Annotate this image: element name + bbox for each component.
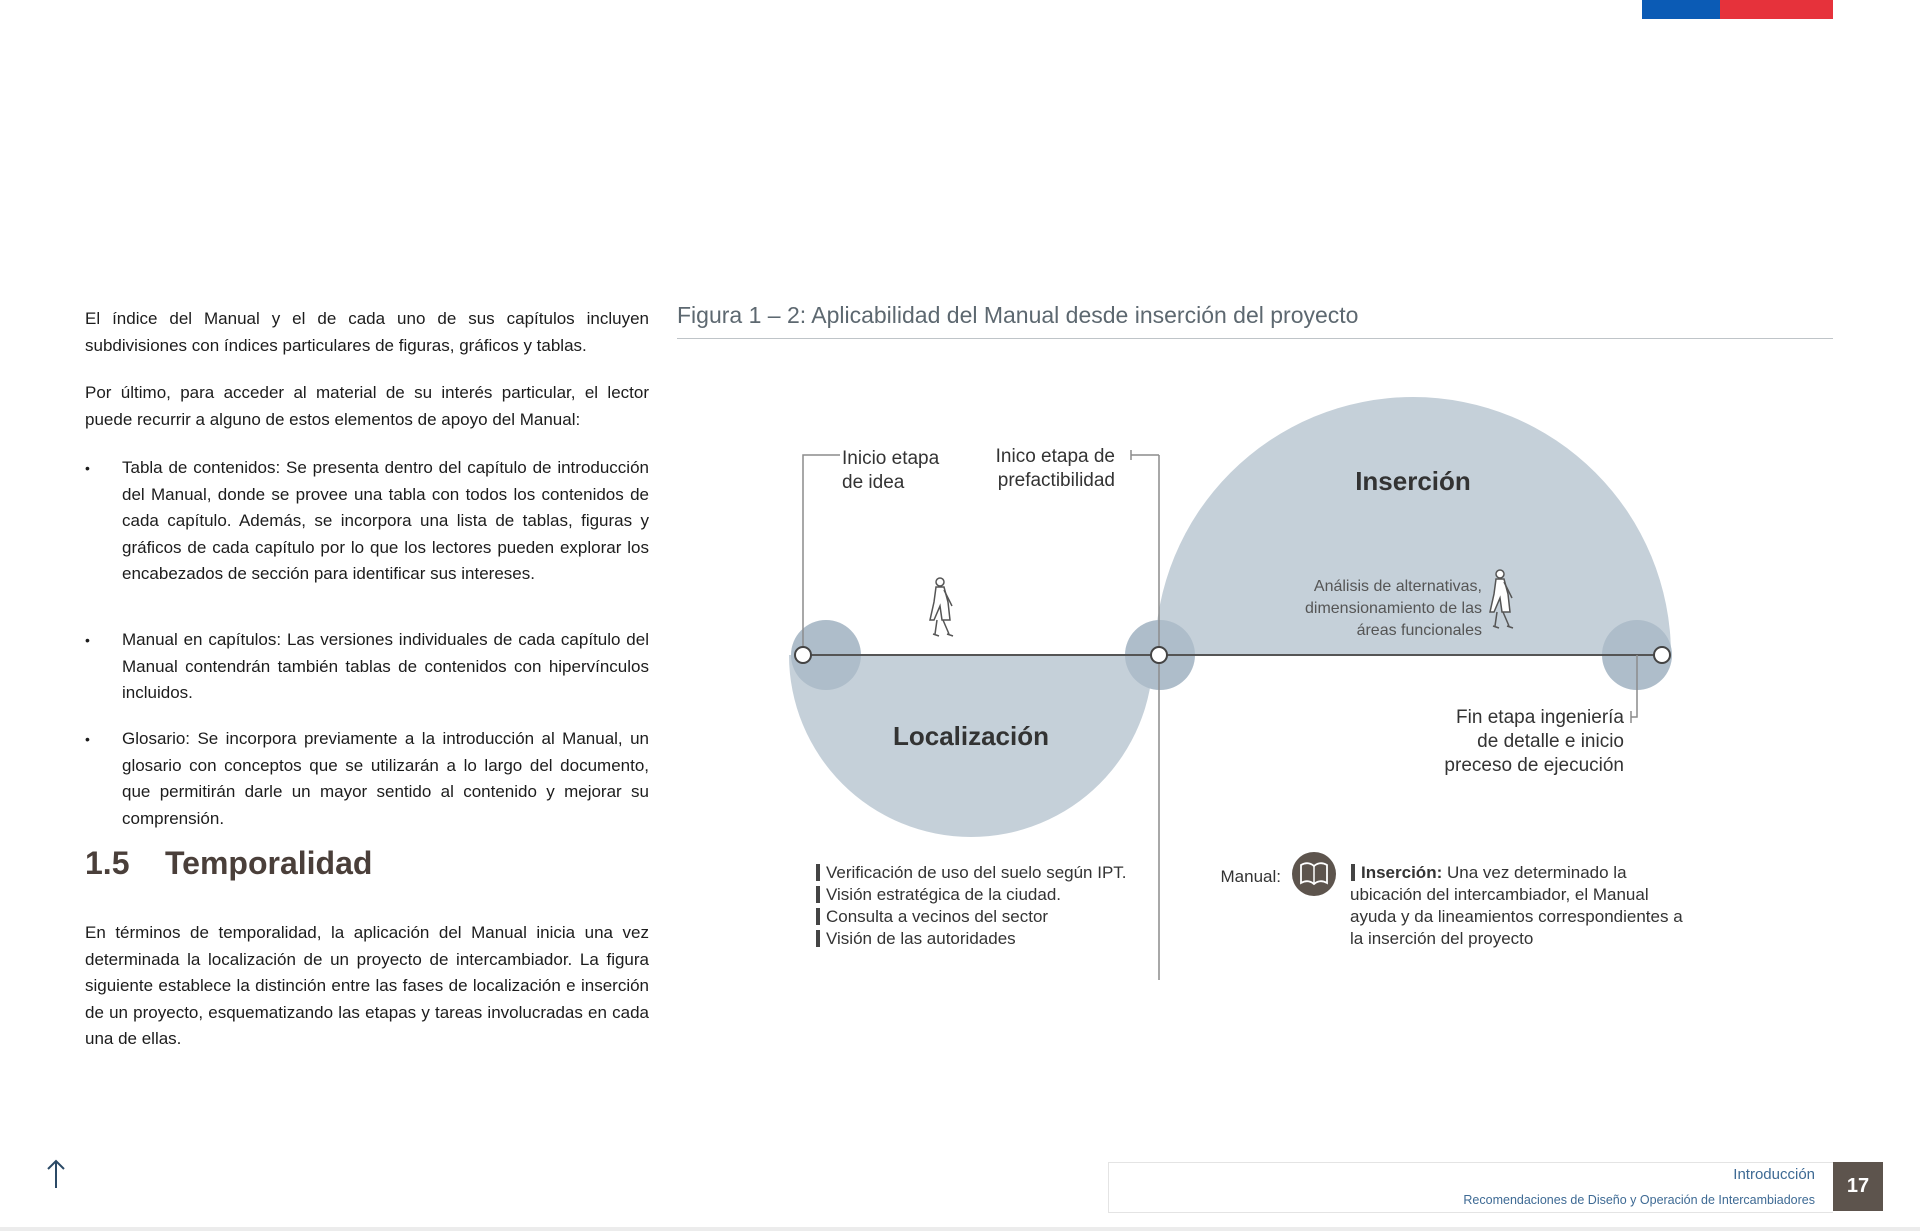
walking-person-icon [930,578,953,636]
insercion-note-line-4: la inserción del proyecto [1350,929,1534,948]
localizacion-task-list [816,863,1127,948]
figure-title-rule [677,338,1833,339]
insercion-label: Inserción [1355,466,1471,496]
loc-item: Visión de las autoridades [826,929,1016,948]
list-item [85,455,649,588]
bullet-marker: • [85,632,90,648]
list-marker [816,908,820,925]
label-prefact-1: Inico etapa de [995,446,1115,467]
section-title: Temporalidad [165,845,373,881]
footer-chapter[interactable]: Introducción [1733,1166,1815,1183]
paragraph-apoyo: Por último, para acceder al material de su interés particular, el lector puede recurrir a alguno de estos elementos de apoyo del Manual: [85,383,649,429]
label-inicio-idea-1: Inicio etapa [842,448,940,469]
bottom-rule [0,1227,1920,1231]
applicability-diagram [760,380,1700,980]
bullet-marker: • [85,731,90,747]
figure-title: Figura 1 – 2: Aplicabilidad del Manual desde inserción del proyecto [677,302,1359,328]
flag-stripe-blue [1642,0,1720,19]
loc-item: Visión estratégica de la ciudad. [826,885,1062,904]
localizacion-label: Localización [892,721,1050,751]
section-heading [85,845,372,882]
list-marker [1351,864,1355,881]
bullet-marker: • [85,460,90,476]
arrow-up-icon[interactable] [44,1158,68,1190]
list-item-text: Glosario: Se incorpora previamente a la introducción al Manual, un glosario con conceptos que se utilizarán a lo largo del documento, que permitirán darle un mayor sentido al contenido y mejorar su comprensión. [122,729,649,828]
insercion-note-line-1: Inserción: Una vez determinado la [1361,863,1627,882]
list-marker [816,930,820,947]
list-marker [816,864,820,881]
list-item [85,726,649,832]
milestone-dot [1654,647,1670,663]
label-fin-1: Fin etapa ingeniería [1456,707,1624,728]
loc-item: Consulta a vecinos del sector [826,907,1049,926]
flag-stripe-red [1720,0,1833,19]
paragraph-indices: El índice del Manual y el de cada uno de sus capítulos incluyen subdivisiones con índices particulares de figuras, gráficos y tablas. [85,309,649,355]
list-item [85,627,649,707]
milestone-dot [795,647,811,663]
list-item-text: Manual en capítulos: Las versiones individuales de cada capítulo del Manual contendrán también tablas de contenidos con hipervínculos incluidos. [122,630,649,703]
list-marker [816,886,820,903]
book-icon [1292,852,1336,896]
label-analisis-3: áreas funcionales [1356,622,1482,639]
paragraph-temporalidad: En términos de temporalidad, la aplicación del Manual inicia una vez determinada la localización de un proyecto de intercambiador. La figura siguiente establece la distinción entre las fases de localización e inserción de un proyecto, esquematizando las etapas y tareas involucradas en cada una de ellas. [85,923,649,1049]
loc-item: Verificación de uso del suelo según IPT. [826,863,1127,882]
label-analisis-2: dimensionamiento de las [1305,600,1482,617]
manual-label: Manual: [1220,867,1281,886]
insercion-note-line-3: ayuda y da lineamientos correspondientes a [1350,907,1683,926]
label-prefact-2: prefactibilidad [997,470,1115,491]
insercion-note-line-2: ubicación del intercambiador, el Manual [1350,885,1649,904]
label-analisis-1: Análisis de alternativas, [1313,578,1482,595]
page-number: 17 [1833,1162,1883,1211]
milestone-dot [1151,647,1167,663]
section-number: 1.5 [85,845,130,881]
list-item-text: Tabla de contenidos: Se presenta dentro del capítulo de introducción del Manual, donde se provee una tabla con todos los contenidos de cada capítulo. Además, se incorpora una lista de tablas, figuras y gráficos de cada capítulo por lo que los lectores pueden explorar los encabezados de sección para identificar sus intereses. [122,458,649,584]
footer-doc-title: Recomendaciones de Diseño y Operación de Intercambiadores [1463,1193,1815,1207]
label-fin-2: de detalle e inicio [1477,731,1624,752]
label-fin-3: preceso de ejecución [1444,755,1624,776]
label-inicio-idea-2: de idea [842,472,905,493]
